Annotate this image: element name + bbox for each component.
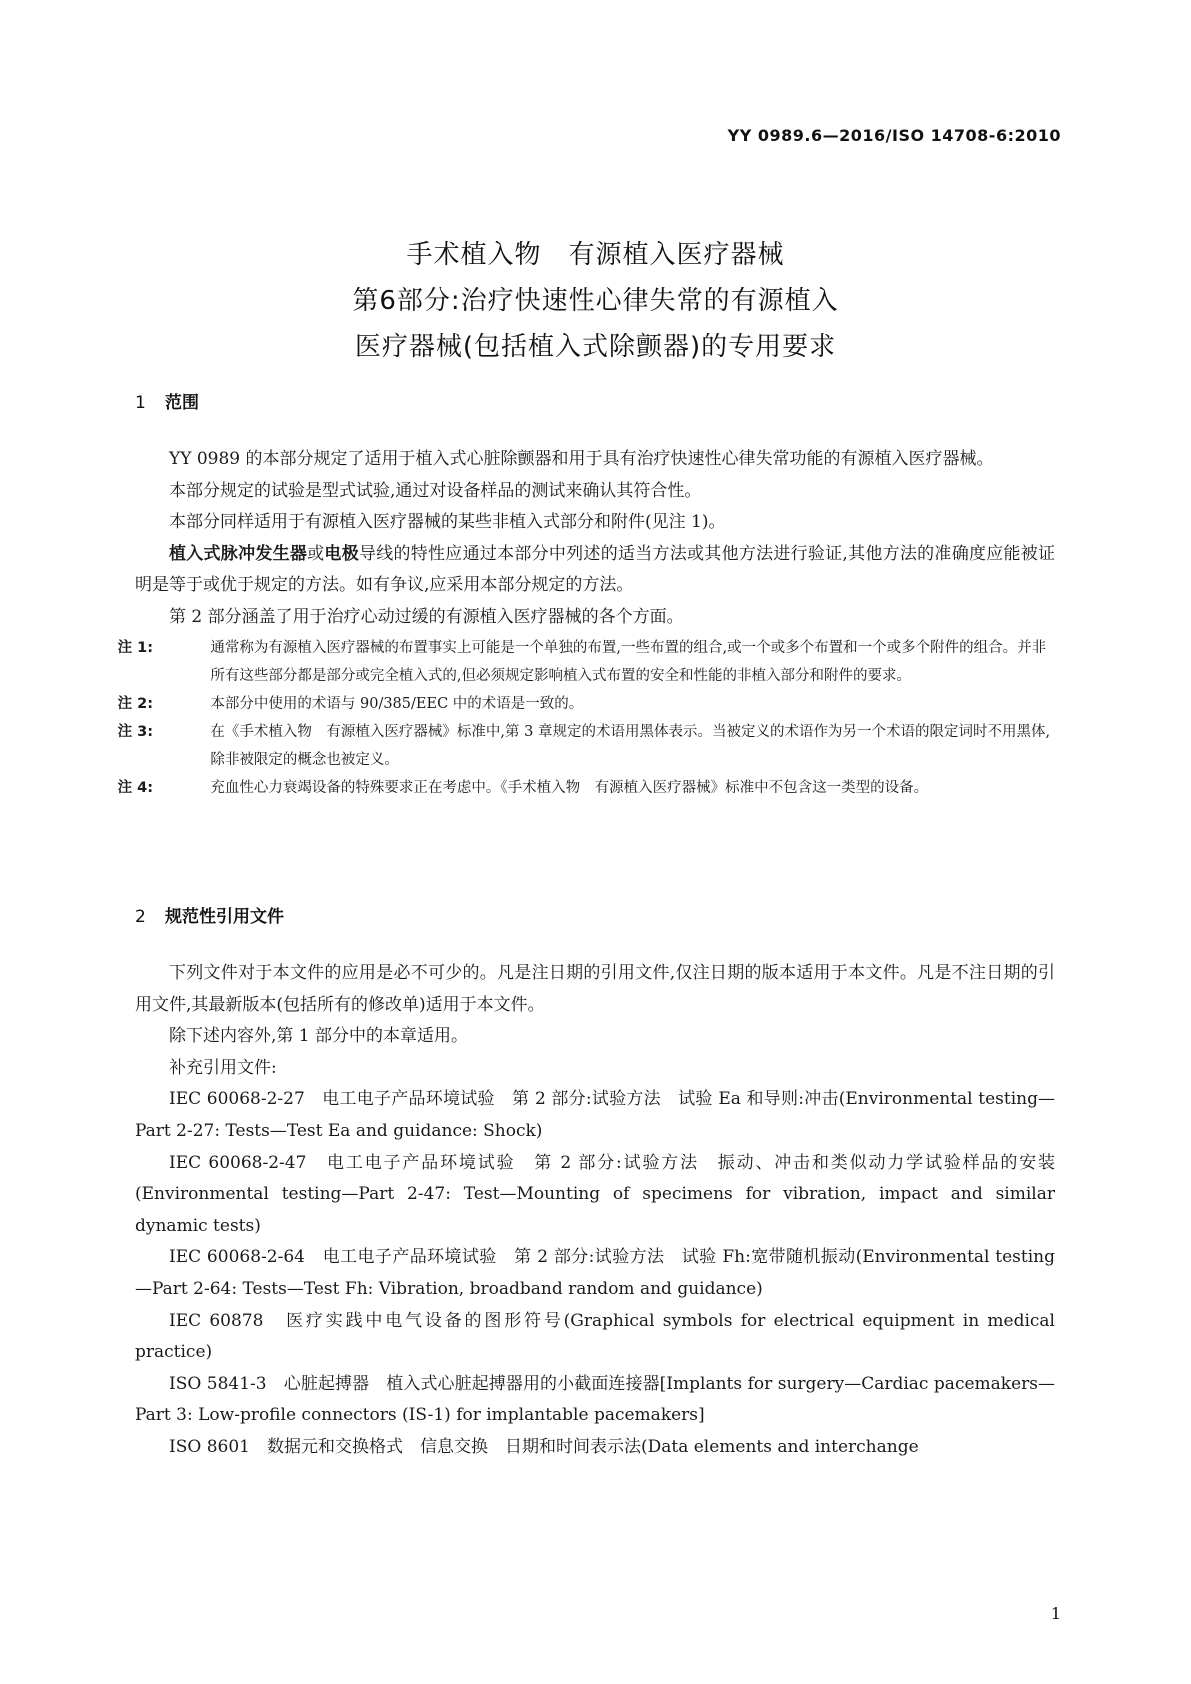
section-2-number: 2 xyxy=(135,907,146,927)
note-4-label: 注 4: xyxy=(117,779,154,796)
standard-code: YY 0989.6—2016/ISO 14708-6:2010 xyxy=(727,126,1061,145)
reference-iso-8601: ISO 8601 数据元和交换格式 信息交换 日期和时间表示法(Data elements and interchange xyxy=(169,1436,919,1457)
reference-iec-60068-2-27: IEC 60068-2-27 电工电子产品环境试验 第 2 部分:试验方法 试验 Ea 和导则:冲击(Environmental testing—Part 2-27: Tests—Test Ea and guidance: Shock) xyxy=(135,1089,1055,1141)
note-1-label: 注 1: xyxy=(117,639,154,656)
section-1-title: 范围 xyxy=(165,393,199,413)
reference-iso-5841-3: ISO 5841-3 心脏起搏器 植入式心脏起搏器用的小截面连接器[Implants for surgery—Cardiac pacemakers—Part 3: Low-profile connectors (IS-1) for implantable pacemakers] xyxy=(135,1373,1055,1426)
note-2 xyxy=(117,690,1055,718)
normative-paragraph-2: 除下述内容外,第 1 部分中的本章适用。 xyxy=(169,1026,469,1047)
scope-paragraph-4 xyxy=(135,539,1055,602)
note-3-text: 在《手术植入物 有源植入医疗器械》标准中,第 3 章规定的术语用黑体表示。当被定义的术语作为另一个术语的限定词时不用黑体,除非被限定的概念也被定义。 xyxy=(210,723,1051,768)
note-1-text: 通常称为有源植入医疗器械的布置事实上可能是一个单独的布置,一些布置的组合,或一个或多个布置和一个或多个附件的组合。并非所有这些部分都是部分或完全植入式的,但必须规定影响植入式布置的安全和性能的非植入部分和附件的要求。 xyxy=(210,639,1047,684)
note-1 xyxy=(117,634,1055,690)
reference-iec-60878: IEC 60878 医疗实践中电气设备的图形符号(Graphical symbols for electrical equipment in medical practice) xyxy=(135,1310,1055,1363)
note-2-text: 本部分中使用的术语与 90/385/EEC 中的术语是一致的。 xyxy=(210,695,584,712)
scope-paragraph-4-rest: 导线的特性应通过本部分中列述的适当方法或其他方法进行验证,其他方法的准确度应能被证明是等于或优于规定的方法。如有争议,应采用本部分规定的方法。 xyxy=(135,543,1056,596)
scope-paragraph-2: 本部分规定的试验是型式试验,通过对设备样品的测试来确认其符合性。 xyxy=(169,480,702,501)
section-2-heading xyxy=(135,902,284,927)
section-1-body xyxy=(117,444,1056,802)
note-4-text: 充血性心力衰竭设备的特殊要求正在考虑中。《手术植入物 有源植入医疗器械》标准中不包含这一类型的设备。 xyxy=(210,779,929,796)
normative-paragraph-1: 下列文件对于本文件的应用是必不可少的。凡是注日期的引用文件,仅注日期的版本适用于本文件。凡是不注日期的引用文件,其最新版本(包括所有的修改单)适用于本文件。 xyxy=(135,963,1055,1015)
section-1-number: 1 xyxy=(135,393,146,413)
term-lead: 电极 xyxy=(324,543,359,564)
section-1-heading xyxy=(135,388,199,413)
note-2-label: 注 2: xyxy=(117,695,154,712)
section-2-body xyxy=(135,958,1055,1464)
conjunction-text: 或 xyxy=(307,543,325,564)
reference-iec-60068-2-47: IEC 60068-2-47 电工电子产品环境试验 第 2 部分:试验方法 振动、冲击和类似动力学试验样品的安装(Environmental testing—Part 2-47: Test—Mounting of specimens for vibration, impact and similar dynamic tests) xyxy=(135,1152,1055,1236)
note-3 xyxy=(117,718,1055,774)
title-line-3: 医疗器械(包括植入式除颤器)的专用要求 xyxy=(354,332,837,362)
reference-iec-60068-2-64: IEC 60068-2-64 电工电子产品环境试验 第 2 部分:试验方法 试验 Fh:宽带随机振动(Environmental testing—Part 2-64: Tests—Test Fh: Vibration, broadband random and guidance) xyxy=(135,1247,1055,1299)
normative-paragraph-3: 补充引用文件: xyxy=(169,1057,277,1078)
scope-paragraph-1: YY 0989 的本部分规定了适用于植入式心脏除颤器和用于具有治疗快速性心律失常功能的有源植入医疗器械。 xyxy=(169,449,994,469)
scope-paragraph-5: 第 2 部分涵盖了用于治疗心动过缓的有源植入医疗器械的各个方面。 xyxy=(169,606,684,627)
note-3-label: 注 3: xyxy=(117,723,154,740)
document-title xyxy=(0,232,1191,370)
scope-paragraph-3: 本部分同样适用于有源植入医疗器械的某些非植入式部分和附件(见注 1)。 xyxy=(169,512,726,533)
page-number: 1 xyxy=(1050,1604,1061,1623)
note-4 xyxy=(117,774,1055,802)
title-line-2: 第6部分:治疗快速性心律失常的有源植入 xyxy=(352,286,839,316)
title-line-1: 手术植入物 有源植入医疗器械 xyxy=(406,240,785,270)
section-2-title: 规范性引用文件 xyxy=(165,907,284,927)
term-pulse-generator: 植入式脉冲发生器 xyxy=(169,543,308,564)
